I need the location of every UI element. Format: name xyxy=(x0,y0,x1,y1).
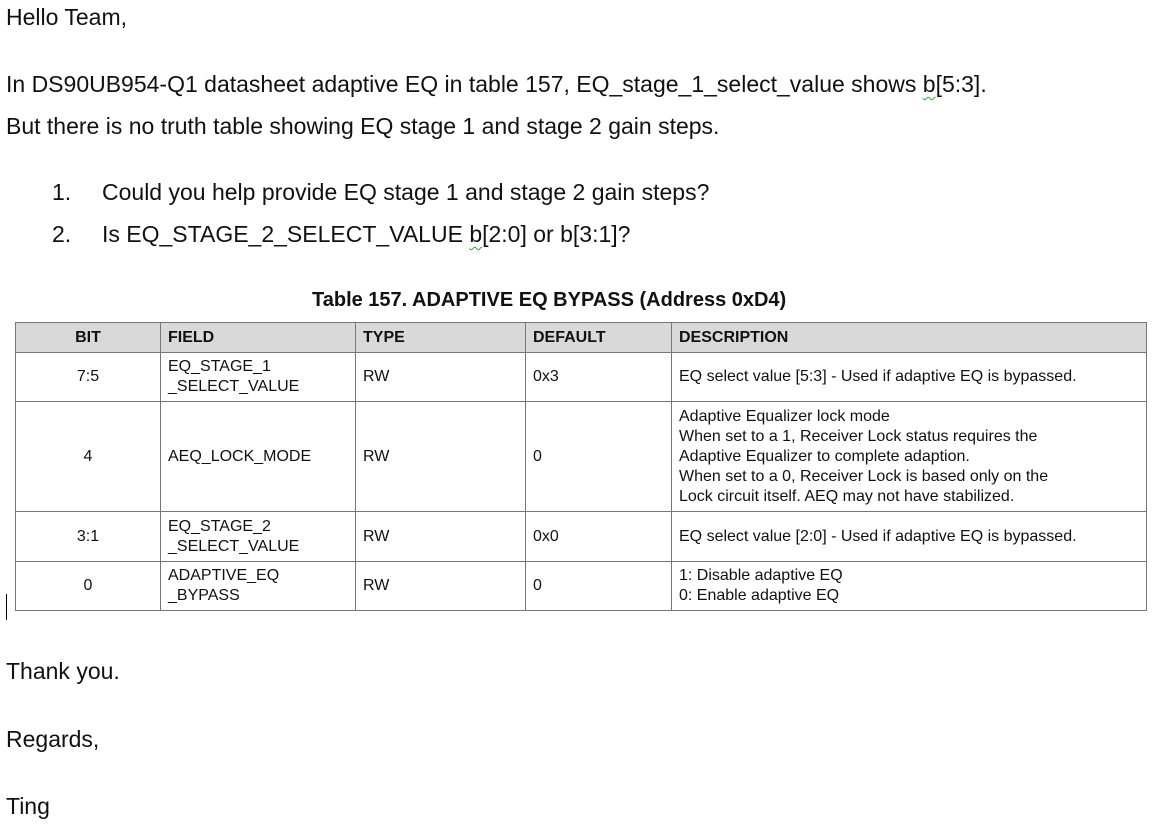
regards: Regards, xyxy=(6,726,100,752)
cell-line: RW xyxy=(363,527,390,545)
cell-line: EQ_STAGE_1 xyxy=(168,358,271,375)
cell-line: 4 xyxy=(83,447,93,465)
table-row xyxy=(16,402,1147,512)
cell-bit xyxy=(16,562,161,611)
list-number: 1. xyxy=(52,179,72,205)
cell-line: 7:5 xyxy=(76,368,100,385)
cell-description xyxy=(672,353,1147,402)
signature: Ting xyxy=(6,793,50,819)
cell-default xyxy=(526,562,672,611)
cell-default xyxy=(526,512,672,562)
cell-type xyxy=(356,402,526,512)
cell-line: RW xyxy=(363,577,390,594)
cell-line: 3:1 xyxy=(76,527,100,545)
text-cursor xyxy=(6,594,7,620)
question-1: Could you help provide EQ stage 1 and stage 2 gain steps? xyxy=(102,179,710,205)
text: In DS90UB954-Q1 datasheet adaptive EQ in table 157, EQ_stage_1_select_value shows xyxy=(6,71,923,97)
text: Is EQ_STAGE_2_SELECT_VALUE xyxy=(102,221,470,247)
cell-line: RW xyxy=(363,368,390,385)
cell-line: _SELECT_VALUE xyxy=(168,378,300,395)
thanks: Thank you. xyxy=(6,658,120,684)
table-row xyxy=(16,512,1147,562)
text: [2:0] or b[3:1]? xyxy=(482,221,631,247)
cell-line: EQ_STAGE_2 xyxy=(168,517,271,535)
table-caption: Table 157. ADAPTIVE EQ BYPASS (Address 0xD4) xyxy=(312,289,787,311)
greeting: Hello Team, xyxy=(6,4,128,30)
cell-default xyxy=(526,353,672,402)
cell-line: 0 xyxy=(533,447,542,465)
table-row xyxy=(16,353,1147,402)
question-2 xyxy=(102,220,630,248)
cell-line: 0x0 xyxy=(533,527,559,545)
cell-field xyxy=(161,562,356,611)
text: [5:3]. xyxy=(935,71,987,97)
cell-type xyxy=(356,562,526,611)
cell-line: 0x3 xyxy=(533,368,559,385)
spellcheck-word: b xyxy=(922,71,936,97)
cell-type xyxy=(356,512,526,562)
register-table xyxy=(15,322,1147,611)
cell-default xyxy=(526,402,672,512)
cell-description xyxy=(672,512,1147,562)
cell-line: _BYPASS xyxy=(168,587,240,604)
cell-bit xyxy=(16,512,161,562)
list-number: 2. xyxy=(52,221,72,247)
cell-line: RW xyxy=(363,447,390,465)
table-row xyxy=(16,562,1147,611)
intro-line-1 xyxy=(6,70,987,98)
cell-line: Adaptive Equalizer lock mode xyxy=(679,407,890,425)
spellcheck-word: b xyxy=(469,221,483,247)
cell-line: 0: Enable adaptive EQ xyxy=(679,587,840,604)
cell-description xyxy=(672,402,1147,512)
intro-line-2: But there is no truth table showing EQ stage 1 and stage 2 gain steps. xyxy=(6,113,720,139)
cell-line: EQ select value [5:3] - Used if adaptive EQ is bypassed. xyxy=(679,368,1077,385)
table-header-row xyxy=(16,323,1147,353)
cell-description xyxy=(672,562,1147,611)
cell-line: 0 xyxy=(533,577,542,594)
cell-bit xyxy=(16,402,161,512)
cell-line: 0 xyxy=(83,577,93,594)
header-default: DEFAULT xyxy=(526,323,672,353)
cell-line: AEQ_LOCK_MODE xyxy=(168,447,312,465)
cell-field xyxy=(161,353,356,402)
header-bit: BIT xyxy=(16,323,161,353)
cell-field xyxy=(161,512,356,562)
header-field: FIELD xyxy=(161,323,356,353)
cell-line: ADAPTIVE_EQ xyxy=(168,567,280,584)
cell-line: Adaptive Equalizer to complete adaption. xyxy=(679,447,970,465)
cell-line: When set to a 0, Receiver Lock is based only on the xyxy=(679,467,1049,485)
cell-line: 1: Disable adaptive EQ xyxy=(679,567,843,584)
cell-line: _SELECT_VALUE xyxy=(168,537,300,555)
header-type: TYPE xyxy=(356,323,526,353)
cell-line: EQ select value [2:0] - Used if adaptive EQ is bypassed. xyxy=(679,527,1077,545)
cell-line: Lock circuit itself. AEQ may not have stabilized. xyxy=(679,487,1015,505)
header-description: DESCRIPTION xyxy=(672,323,1147,353)
cell-field xyxy=(161,402,356,512)
cell-line: When set to a 1, Receiver Lock status requires the xyxy=(679,427,1038,445)
cell-bit xyxy=(16,353,161,402)
cell-type xyxy=(356,353,526,402)
